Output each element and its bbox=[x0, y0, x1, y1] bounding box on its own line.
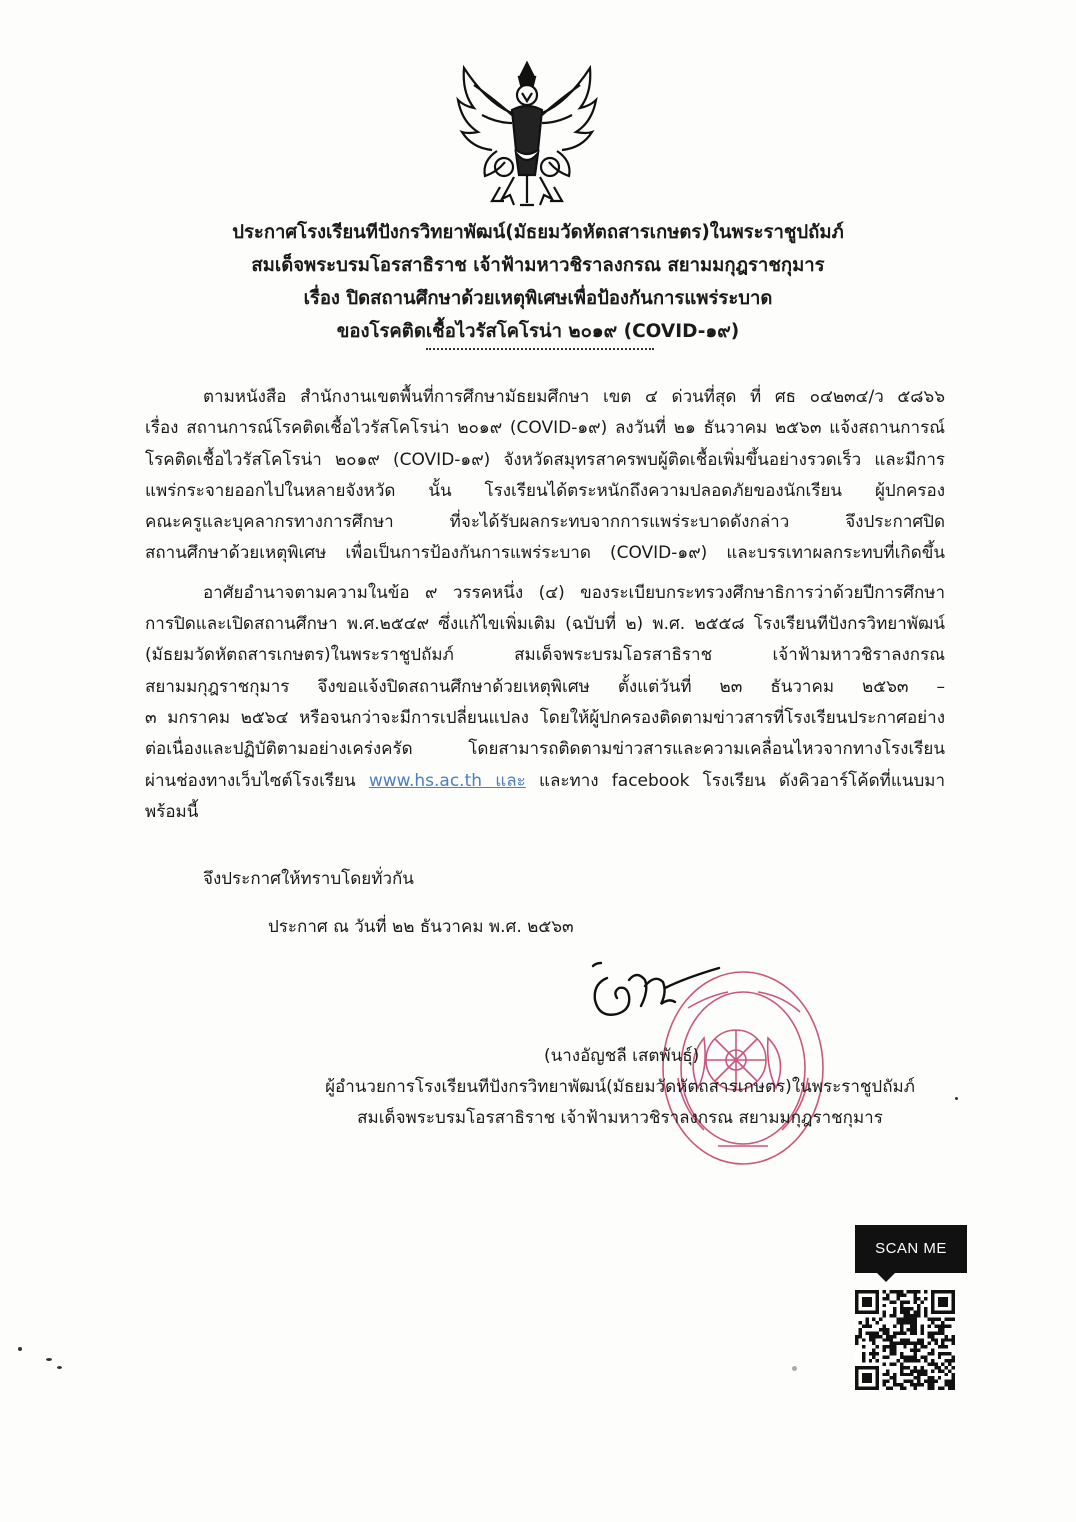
body-line: สถานศึกษาด้วยเหตุพิเศษ เพื่อเป็นการป้องกันการแพร่ระบาด (COVID-๑๙) และบรรเทาผลกระทบที่เกิดขึ้น bbox=[145, 543, 945, 564]
body-line: อาศัยอำนาจตามความในข้อ ๙ วรรคหนึ่ง (๔) ของระเบียบกระทรวงศึกษาธิการว่าด้วยปีการศึกษา bbox=[203, 582, 945, 603]
body-line: แพร่กระจายออกไปในหลายจังหวัด นั้น โรงเรียนได้ตระหนักถึงความปลอดภัยของนักเรียน ผู้ปกครอง bbox=[145, 480, 945, 501]
announcement-date: ประกาศ ณ วันที่ ๒๒ ธันวาคม พ.ศ. ๒๕๖๓ bbox=[268, 917, 574, 937]
body-line: ๓ มกราคม ๒๕๖๔ หรือจนกว่าจะมีการเปลี่ยนแปลง โดยให้ผู้ปกครองติดตามข่าวสารที่โรงเรียนประกาศอย่าง bbox=[145, 707, 945, 728]
scan-speck bbox=[57, 1366, 62, 1369]
announcement-heading bbox=[120, 216, 956, 348]
heading-line-4: ของโรคติดเชื้อไวรัสโคโรน่า ๒๐๑๙ (COVID-๑๙) bbox=[336, 321, 740, 342]
website-link[interactable]: www.hs.ac.th และ bbox=[368, 770, 526, 791]
heading-subject: เรื่อง ปิดสถานศึกษาด้วยเหตุพิเศษเพื่อป้องกันการแพร่ระบาด bbox=[303, 288, 773, 309]
scan-speck bbox=[46, 1358, 52, 1361]
signature-icon bbox=[585, 958, 725, 1028]
signer-position-line-1: ผู้อำนวยการโรงเรียนทีปังกรวิทยาพัฒน์(มัธยมวัดหัตถสารเกษตร)ในพระราชูปถัมภ์ bbox=[325, 1077, 915, 1097]
signer-position-line-2: สมเด็จพระบรมโอรสาธิราช เจ้าฟ้ามหาวชิราลงกรณ สยามมกุฎราชกุมาร bbox=[357, 1108, 883, 1128]
body-line: พร้อมนี้ bbox=[145, 801, 199, 822]
body-line: สยามมกุฎราชกุมาร จึงขอแจ้งปิดสถานศึกษาด้วยเหตุพิเศษ ตั้งแต่วันที่ ๒๓ ธันวาคม ๒๕๖๓ – bbox=[145, 676, 945, 697]
signer-position bbox=[300, 1072, 940, 1134]
scan-me-label: SCAN ME bbox=[855, 1225, 967, 1273]
announcement-body bbox=[145, 382, 945, 828]
heading-line-2: สมเด็จพระบรมโอรสาธิราช เจ้าฟ้ามหาวชิราลงกรณ สยามมกุฎราชกุมาร bbox=[251, 255, 825, 276]
body-line: คณะครูและบุคลากรทางการศึกษา ที่จะได้รับผลกระทบจากการแพร่ระบาดดังกล่าว จึงประกาศปิด bbox=[145, 512, 945, 533]
body-line-with-link bbox=[145, 766, 945, 797]
link-suffix: และทาง facebook โรงเรียน ดังคิวอาร์โค้ดที่แนบมา bbox=[525, 770, 945, 791]
closing-statement: จึงประกาศให้ทราบโดยทั่วกัน bbox=[203, 869, 414, 889]
body-line: (มัธยมวัดหัตถสารเกษตร)ในพระราชูปถัมภ์ สมเด็จพระบรมโอรสาธิราช เจ้าฟ้ามหาวชิราลงกรณ bbox=[145, 645, 945, 666]
body-line: ต่อเนื่องและปฏิบัติตามอย่างเคร่งครัด โดยสามารถติดตามข่าวสารและความเคลื่อนไหวจากทางโรงเรียน bbox=[145, 739, 945, 760]
dotted-divider bbox=[426, 348, 654, 350]
link-prefix: ผ่านช่องทางเว็บไซต์โรงเรียน bbox=[145, 770, 369, 791]
body-line: การปิดและเปิดสถานศึกษา พ.ศ.๒๕๔๙ ซึ่งแก้ไขเพิ่มเติม (ฉบับที่ ๒) พ.ศ. ๒๕๕๘ โรงเรียนทีปังกรวิทยาพัฒน์ bbox=[145, 614, 945, 635]
body-line: ตามหนังสือ สำนักงานเขตพื้นที่การศึกษามัธยมศึกษา เขต ๔ ด่วนที่สุด ที่ ศธ ๐๔๒๓๔/ว ๕๘๖๖ bbox=[203, 387, 945, 407]
scan-speck bbox=[792, 1366, 797, 1371]
signer-name: (นางอัญชลี เสตพันธุ์) bbox=[544, 1046, 700, 1066]
body-line: เรื่อง สถานการณ์โรคติดเชื้อไวรัสโคโรน่า ๒๐๑๙ (COVID-๑๙) ลงวันที่ ๒๑ ธันวาคม ๒๕๖๓ แจ้งสถานการณ์ bbox=[145, 418, 945, 439]
garuda-emblem-icon bbox=[452, 55, 602, 215]
scan-me-pointer-icon bbox=[877, 1273, 895, 1282]
scan-speck bbox=[18, 1347, 22, 1351]
scan-speck bbox=[955, 1097, 958, 1100]
qr-code-icon[interactable] bbox=[855, 1290, 955, 1390]
heading-line-1: ประกาศโรงเรียนทีปังกรวิทยาพัฒน์(มัธยมวัดหัตถสารเกษตร)ในพระราชูปถัมภ์ bbox=[232, 222, 844, 243]
body-line: โรคติดเชื้อไวรัสโคโรน่า ๒๐๑๙ (COVID-๑๙) จังหวัดสมุทรสาครพบผู้ติดเชื้อเพิ่มขึ้นอย่างรวดเร็ว และมีการ bbox=[145, 449, 945, 470]
